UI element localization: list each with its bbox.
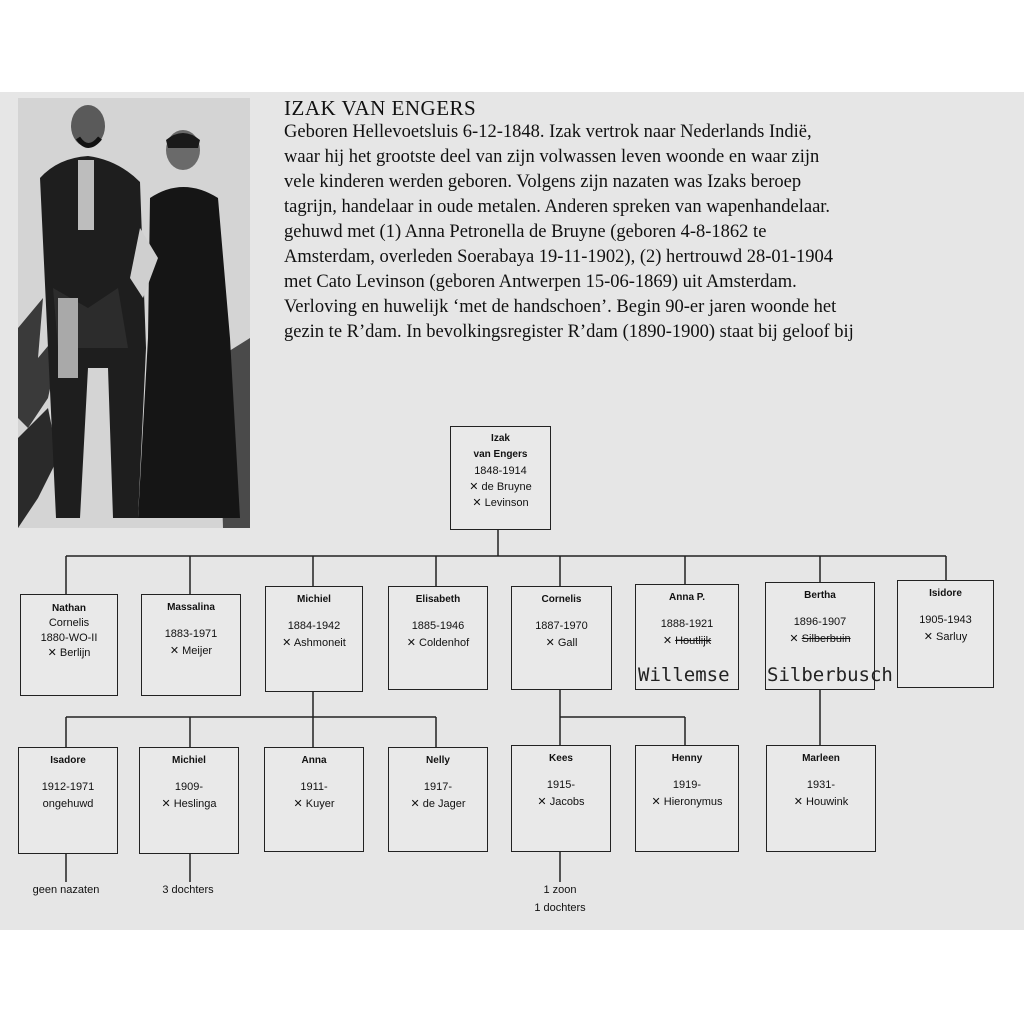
- person-years: 1919-: [672, 779, 702, 791]
- person-name: Marleen: [802, 753, 840, 764]
- person-name: Nelly: [426, 755, 450, 766]
- child-box: [265, 586, 363, 692]
- person-name: Michiel: [172, 755, 206, 766]
- person-name: Anna P.: [669, 592, 705, 603]
- person-name: Henny: [671, 753, 703, 764]
- descendant-note: 1 dochters: [534, 902, 586, 914]
- person-name: Bertha: [804, 590, 836, 601]
- person-years: 1887-1970: [535, 620, 588, 632]
- person-years: 1915-: [546, 779, 576, 791]
- person-spouse: ✕ Meijer: [169, 645, 213, 657]
- person-spouse: ✕ de Bruyne: [469, 481, 532, 493]
- descendant-note: geen nazaten: [32, 884, 100, 896]
- child-box: [511, 586, 612, 690]
- person-name: Izak: [491, 433, 510, 444]
- descendant-note: 3 dochters: [162, 884, 214, 896]
- person-spouse: ✕ Silberbuin: [789, 633, 851, 645]
- person-spouse: ✕ Kuyer: [293, 798, 335, 810]
- person-years: 1905-1943: [919, 614, 972, 626]
- child-box: [141, 594, 241, 696]
- grandchild-box: [388, 747, 488, 852]
- child-box: [20, 594, 118, 696]
- person-name: Cornelis: [541, 594, 582, 605]
- body-text-line: gehuwd met (1) Anna Petronella de Bruyne (geboren 4-8-1862 te: [284, 222, 767, 242]
- person-spouse: ✕ Heslinga: [161, 798, 217, 810]
- person-spouse: ✕ Hieronymus: [651, 796, 723, 808]
- person-years: 1909-: [174, 781, 204, 793]
- person-spouse: ongehuwd: [42, 798, 94, 810]
- grandchild-box: [766, 745, 876, 852]
- handwritten-correction: Willemse: [638, 664, 730, 686]
- person-name: Nathan: [52, 603, 86, 614]
- body-text-line: tagrijn, handelaar in oude metalen. Anderen spreken van wapenhandelaar.: [284, 197, 831, 217]
- body-text-line: gezin te R’dam. In bevolkingsregister R’dam (1890-1900) staat bij geloof bij: [284, 322, 854, 342]
- person-spouse: ✕ Sarluy: [923, 631, 968, 643]
- body-text-line: Verloving en huwelijk ‘met de handschoen’. Begin 90-er jaren woonde het: [284, 297, 837, 317]
- body-text-line: met Cato Levinson (geboren Antwerpen 15-06-1869) uit Amsterdam.: [284, 272, 797, 292]
- person-spouse: ✕ Houwink: [793, 796, 849, 808]
- book-page: [0, 92, 1024, 930]
- person-second-name: Cornelis: [48, 617, 90, 629]
- person-surname: van Engers: [473, 449, 528, 460]
- person-spouse: ✕ Gall: [545, 637, 578, 649]
- person-years: 1883-1971: [164, 628, 218, 640]
- person-years: 1884-1942: [287, 620, 341, 632]
- person-years: 1931-: [806, 779, 836, 791]
- body-text-line: waar hij het grootste deel van zijn volwassen leven woonde en waar zijn: [284, 147, 820, 167]
- body-text-line: Geboren Hellevoetsluis 6-12-1848. Izak vertrok naar Nederlands Indië,: [284, 122, 812, 142]
- person-years: 1911-: [300, 781, 328, 793]
- struck-spouse-name: Silberbuin: [801, 633, 851, 645]
- body-text-line: vele kinderen werden geboren. Volgens zijn nazaten was Izaks beroep: [284, 172, 802, 192]
- descendant-note: 1 zoon: [543, 884, 577, 896]
- grandchild-box: [511, 745, 611, 852]
- person-years: 1885-1946: [411, 620, 465, 632]
- person-spouse: ✕ de Jager: [410, 798, 466, 810]
- person-years: 1880-WO-II: [40, 632, 98, 644]
- person-name: Elisabeth: [415, 594, 461, 605]
- body-text-line: Amsterdam, overleden Soerabaya 19-11-1902), (2) hertrouwd 28-01-1904: [284, 247, 834, 267]
- person-years: 1917-: [423, 781, 453, 793]
- person-spouse: ✕ Berlijn: [47, 647, 91, 659]
- person-name: Michiel: [297, 594, 331, 605]
- person-name: Kees: [549, 753, 573, 764]
- person-spouse: ✕ Coldenhof: [406, 637, 470, 649]
- page-title: IZAK VAN ENGERS: [284, 96, 477, 120]
- person-spouse: ✕ Jacobs: [537, 796, 585, 808]
- person-spouse: ✕ Ashmoneit: [282, 637, 346, 649]
- grandchild-box: [635, 745, 739, 852]
- grandchild-box: [139, 747, 239, 854]
- child-box: [388, 586, 488, 690]
- person-spouse: ✕ Levinson: [472, 497, 529, 509]
- person-years: 1896-1907: [793, 616, 847, 628]
- person-years: 1888-1921: [660, 618, 714, 630]
- struck-spouse-name: Houtlijk: [675, 635, 712, 647]
- grandchild-box: [18, 747, 118, 854]
- person-name: Anna: [301, 755, 327, 766]
- grandchild-box: [264, 747, 364, 852]
- handwritten-correction: Silberbusch: [767, 664, 893, 686]
- person-spouse: ✕ Houtlijk: [662, 635, 712, 647]
- root-person-box: [450, 426, 551, 530]
- person-name: Isadore: [50, 755, 86, 766]
- person-years: 1912-1971: [41, 781, 95, 793]
- person-name: Isidore: [929, 588, 962, 599]
- person-name: Massalina: [167, 602, 215, 613]
- child-box: [897, 580, 994, 688]
- person-years: 1848-1914: [474, 465, 527, 477]
